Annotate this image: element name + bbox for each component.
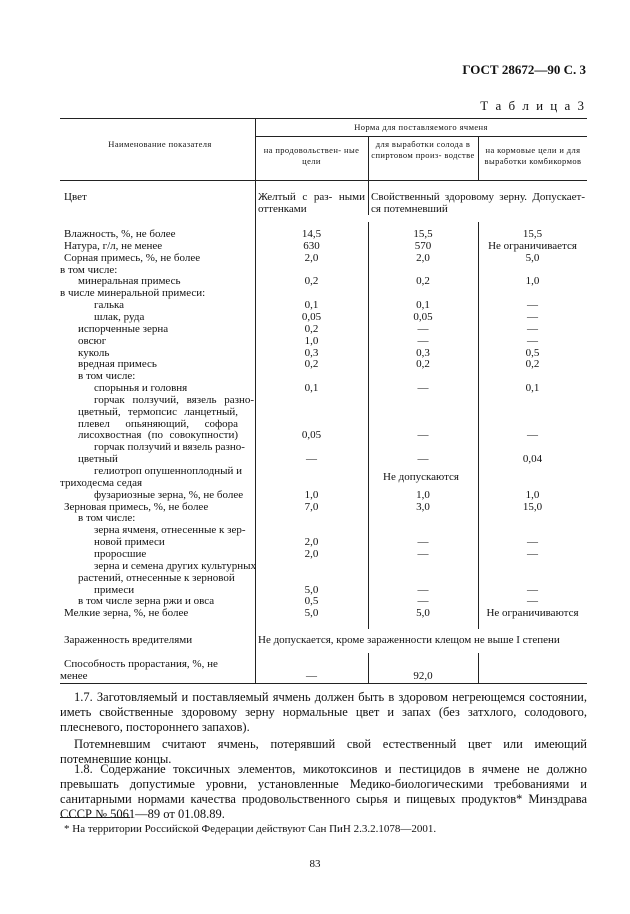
table-row bbox=[60, 382, 587, 394]
col-header-group: Норма для поставляемого ячменя bbox=[354, 122, 488, 132]
table-row bbox=[60, 501, 587, 513]
row-label: спорынья и головня bbox=[94, 382, 188, 395]
table-row bbox=[60, 524, 587, 536]
value-c1: 2,0 bbox=[304, 536, 319, 549]
value-not-allowed: Не допускаются bbox=[383, 470, 459, 483]
table-row bbox=[60, 335, 587, 347]
row-label: в том числе: bbox=[78, 370, 136, 383]
row-label: испорченные зерна bbox=[78, 322, 169, 335]
paragraph-1-7: 1.7. Заготовляемый и поставляемый ячмень должен быть в здоровом негреющемся состоянии, иметь свойственные здоровому зерну нормальные цвет и запах (без затхлого, солодового, плесневого, постороннего запахов). bbox=[60, 690, 587, 734]
paragraph-darkened: Потемневшим считают ячмень, потерявший свой естественный цвет или имеющий потемневшие концы. bbox=[60, 737, 587, 766]
value-c3: Не ограничивается bbox=[488, 239, 577, 252]
table-row bbox=[60, 607, 587, 619]
row-label: галька bbox=[94, 299, 125, 312]
row-label: менее bbox=[60, 670, 88, 682]
table-head-bottom-rule bbox=[60, 180, 587, 181]
value-c3: 15,0 bbox=[522, 500, 543, 513]
table-row bbox=[60, 512, 587, 524]
table-row bbox=[60, 536, 587, 548]
value-c2: — bbox=[417, 334, 429, 347]
value-c2: 570 bbox=[414, 239, 432, 252]
value-c1: 5,0 bbox=[304, 583, 319, 596]
value-c3: 1,0 bbox=[525, 275, 540, 288]
value-c2: 0,2 bbox=[416, 275, 430, 288]
row-label: минеральная примесь bbox=[78, 275, 181, 288]
table-row bbox=[60, 584, 587, 596]
group-header-rule bbox=[255, 136, 587, 137]
value-c1: 7,0 bbox=[304, 500, 319, 513]
table-row bbox=[60, 347, 587, 359]
value-c2: — bbox=[417, 547, 429, 560]
germination-food-value: — bbox=[306, 670, 317, 682]
value-c2: 0,05 bbox=[413, 310, 433, 323]
value-c1: 2,0 bbox=[304, 547, 319, 560]
value-c2: — bbox=[417, 429, 429, 442]
row-label: Мелкие зерна, %, не более bbox=[64, 607, 189, 620]
row-label: Способность прорастания, %, не bbox=[64, 658, 218, 670]
table-row bbox=[60, 275, 587, 287]
row-label: Натура, г/л, не менее bbox=[64, 239, 163, 252]
table-row bbox=[60, 311, 587, 323]
footnote-rule bbox=[60, 817, 130, 818]
value-c1: 0,2 bbox=[304, 322, 319, 335]
table-row-germination-2 bbox=[60, 670, 587, 682]
document-header: ГОСТ 28672—90 С. 3 bbox=[462, 62, 586, 77]
row-label: Зараженность вредителями bbox=[64, 634, 193, 646]
value-c3: — bbox=[527, 429, 538, 442]
table-row bbox=[60, 299, 587, 311]
row-label: цветный bbox=[78, 453, 118, 466]
row-label: Зерновая примесь, %, не более bbox=[64, 500, 209, 513]
row-label: горчак ползучий, вязель разно- bbox=[94, 393, 254, 406]
paragraph-1-8: 1.8. Содержание токсичных элементов, микотоксинов и пестицидов в ячмене не должно превышать допустимые уровни, установленные Медико-биологическими требованиями и санитарными нормами качества продовольственного сырья и пищевых продуктов* Минздрава СССР № 5061—89 от 01.08.89. bbox=[60, 762, 587, 821]
row-label: зерна и семена других культурных bbox=[94, 559, 256, 572]
value-c1: 1,0 bbox=[304, 334, 319, 347]
value-c3: — bbox=[527, 299, 538, 312]
value-c1: 1,0 bbox=[304, 488, 319, 501]
row-label: горчак ползучий и вязель разно- bbox=[94, 441, 245, 454]
value-c1: 0,1 bbox=[304, 382, 319, 395]
table-row bbox=[60, 358, 587, 370]
value-c2: — bbox=[417, 583, 429, 596]
row-label: вредная примесь bbox=[78, 358, 157, 371]
table-row bbox=[60, 429, 587, 441]
table-row-pests bbox=[60, 634, 587, 646]
row-label: новой примеси bbox=[94, 536, 165, 549]
col-header-food: на продовольствен- ные цели bbox=[263, 145, 360, 166]
table-row bbox=[60, 453, 587, 465]
table-row bbox=[60, 406, 587, 418]
value-c2: 0,2 bbox=[416, 358, 430, 371]
value-c3: 0,1 bbox=[525, 382, 540, 395]
row-label: овсюг bbox=[78, 334, 107, 347]
row-label: проросшие bbox=[94, 547, 147, 560]
row-label: лисохвостная (по совокупности) bbox=[78, 429, 238, 442]
value-c2: — bbox=[417, 536, 429, 549]
row-label: куколь bbox=[78, 346, 110, 359]
table-row-germination-1 bbox=[60, 658, 587, 670]
table-row bbox=[60, 287, 587, 299]
row-label: шлак, руда bbox=[94, 310, 145, 323]
value-c3: — bbox=[527, 334, 538, 347]
table-row bbox=[60, 489, 587, 501]
table-row bbox=[60, 418, 587, 430]
table-row bbox=[60, 560, 587, 572]
col-header-indicator: Наименование показателя bbox=[108, 139, 212, 149]
value-c1: 0,05 bbox=[301, 310, 322, 323]
table-row bbox=[60, 572, 587, 584]
row-label: в том числе: bbox=[78, 512, 136, 525]
row-label: в том числе зерна ржи и овса bbox=[78, 595, 215, 608]
table-row bbox=[60, 595, 587, 607]
value-c3: — bbox=[527, 322, 538, 335]
value-c1: 2,0 bbox=[304, 251, 319, 264]
germination-malt-value: 92,0 bbox=[413, 670, 433, 682]
row-label: в числе минеральной примеси: bbox=[60, 287, 206, 300]
value-c3: Не ограничиваются bbox=[486, 607, 579, 620]
row-label: фузариозные зерна, %, не более bbox=[94, 488, 244, 501]
value-c3: 15,5 bbox=[522, 228, 543, 240]
table-row bbox=[60, 394, 587, 406]
table-row bbox=[60, 548, 587, 560]
table-row bbox=[60, 370, 587, 382]
value-c3: — bbox=[527, 547, 538, 560]
value-c3: 0,5 bbox=[525, 346, 540, 359]
color-malt-feed-value: Свойственный здоровому зерну. Допускает- ся потемневший bbox=[371, 191, 585, 215]
table-row bbox=[60, 252, 587, 264]
table-row bbox=[60, 441, 587, 453]
value-c1: 0,3 bbox=[304, 346, 319, 359]
value-c1: 0,1 bbox=[304, 299, 319, 312]
head-divider-2 bbox=[368, 136, 369, 180]
table-top-rule bbox=[60, 118, 587, 119]
value-c1: 0,5 bbox=[304, 595, 319, 608]
value-c1: 630 bbox=[303, 239, 320, 252]
value-c1: 14,5 bbox=[301, 228, 322, 240]
table-row bbox=[60, 323, 587, 335]
value-c2: — bbox=[417, 595, 429, 608]
value-c1: 0,2 bbox=[304, 358, 319, 371]
value-c1: 5,0 bbox=[304, 607, 319, 620]
value-c3: 0,04 bbox=[522, 453, 543, 466]
head-divider-3 bbox=[478, 136, 479, 180]
row-label: примеси bbox=[94, 583, 135, 596]
table-row bbox=[60, 264, 587, 276]
value-c1: 0,2 bbox=[304, 275, 319, 288]
table-row bbox=[60, 240, 587, 252]
row-label: цветный, термопсис ланцетный, bbox=[78, 405, 238, 418]
value-c2: 0,1 bbox=[416, 299, 430, 312]
color-food-value: Желтый с раз- ными оттенками bbox=[258, 191, 365, 215]
value-c3: — bbox=[527, 536, 538, 549]
value-c2: — bbox=[417, 322, 429, 335]
page-number: 83 bbox=[309, 858, 321, 870]
value-c2: 1,0 bbox=[416, 488, 430, 501]
table-row bbox=[60, 228, 587, 240]
value-c2: 5,0 bbox=[416, 607, 430, 620]
value-c2: 2,0 bbox=[416, 251, 430, 264]
value-c3: — bbox=[527, 583, 538, 596]
value-c3: — bbox=[527, 310, 538, 323]
footnote: * На территории Российской Федерации действуют Сан ПиН 2.3.2.1078—2001. bbox=[64, 823, 437, 835]
row-label: растений, отнесенные к зерновой bbox=[78, 571, 235, 584]
value-c3: — bbox=[527, 595, 538, 608]
col-header-malt: для выработки солода в спиртовом произ- водстве bbox=[371, 139, 475, 160]
row-label: гелиотроп опушенноплодный и bbox=[94, 465, 243, 477]
value-c3: 5,0 bbox=[525, 251, 540, 264]
row-label: Сорная примесь, %, не более bbox=[64, 251, 201, 264]
value-c3: 0,2 bbox=[525, 358, 540, 371]
value-c2: 15,5 bbox=[413, 228, 433, 240]
row-label: в том числе: bbox=[60, 263, 118, 276]
table-bottom-rule bbox=[60, 683, 587, 684]
value-c2: — bbox=[417, 453, 429, 466]
value-c2: 3,0 bbox=[416, 500, 430, 513]
row-label: Цвет bbox=[64, 191, 87, 203]
pests-value: Не допускается, кроме зараженности клещом не выше I степени bbox=[258, 634, 560, 646]
row-label: зерна ячменя, отнесенные к зер- bbox=[94, 524, 246, 537]
row-label: Влажность, %, не более bbox=[64, 228, 176, 240]
value-c1: 0,05 bbox=[301, 429, 322, 442]
row-label: плевел опьяняющий, софора bbox=[78, 417, 238, 430]
value-c2: 0,3 bbox=[416, 346, 430, 359]
row-label: триходесма седая bbox=[60, 476, 143, 489]
col-header-feed: на кормовые цели и для выработки комбикормов bbox=[484, 145, 582, 166]
table-caption: Т а б л и ц а 3 bbox=[480, 98, 586, 113]
value-c2: — bbox=[417, 382, 429, 395]
value-c1: — bbox=[306, 453, 317, 466]
value-c3: 1,0 bbox=[525, 488, 540, 501]
